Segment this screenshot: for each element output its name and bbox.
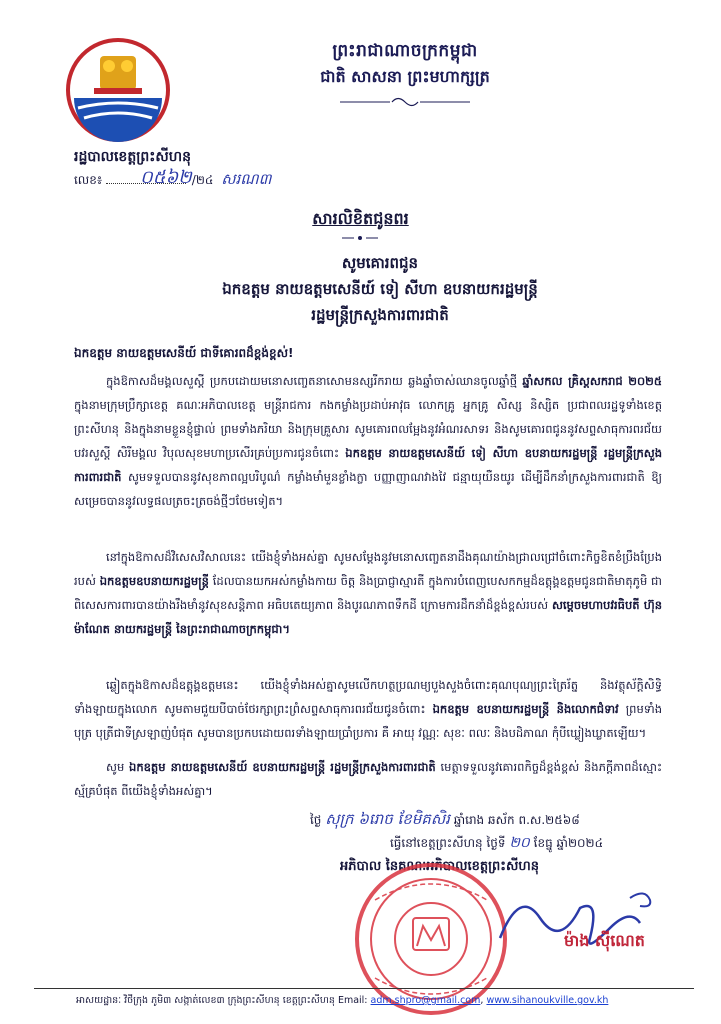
p1-text-a: ក្នុងឱកាសដ៏មង្គលសួស្តី ប្រកបដោយមនោសញ្ចេតនាសោមនស្សរីករាយ ឆ្លងឆ្នាំចាស់ឈានចូលឆ្នាំថ្មី (106, 374, 518, 388)
number-suffix-handwritten: សរណ៣ (221, 170, 272, 188)
recipient-position: រដ្ឋមន្ត្រីក្រសួងការពារជាតិ (311, 306, 449, 324)
paragraph-1 (74, 369, 662, 513)
signatory-title: អភិបាល នៃគណៈអភិបាលខេត្តព្រះសីហនុ (340, 859, 539, 874)
p1-year: ឆ្នាំសកល គ្រិស្តសករាជ ២០២៥ (522, 374, 662, 388)
solar-month: ខែធ្នូ ឆ្នាំ២០២៤ (533, 836, 604, 850)
solar-day-handwritten: ២០ (509, 835, 530, 851)
p1-recipient: ឯកឧត្តម នាយឧត្តមសេនីយ៍ ទៀ សីហា ឧបនាយករដ្ឋមន្ត្រី រដ្ឋមន្ត្រីក្រសួងការពារជាតិ (74, 446, 663, 484)
p2-recipient: ឯកឧត្តមឧបនាយករដ្ឋមន្ត្រី (99, 574, 209, 588)
signatory-name: ម៉ាង ស៊ីណេត (564, 931, 645, 950)
title-ornament (340, 233, 380, 243)
p4-text-a: សូម (106, 760, 125, 774)
p3-recipient: ឯកឧត្តម ឧបនាយករដ្ឋមន្ត្រី និងលោកជំទាវ (432, 702, 619, 716)
document-title: សារលិខិតជូនពរ (312, 209, 409, 228)
kingdom-heading: ព្រះរាជាណាចក្រកម្ពុជា (332, 41, 478, 61)
sender-administration: រដ្ឋបាលខេត្តព្រះសីហនុ (74, 149, 191, 165)
number-handwritten: ០៥៦២ (139, 167, 192, 188)
p4-recipient: ឯកឧត្តម នាយឧត្តមសេនីយ៍ ឧបនាយករដ្ឋមន្ត្រី រដ្ឋមន្ត្រីក្រសួងការពារជាតិ (129, 760, 436, 774)
p3-text-c: ព្រមទាំងបុត្រ បុត្រីជាទីស្រឡាញ់បំផុត សូមបានប្រកបដោយពរទាំងឡាយប្រាំប្រការ គឺ អាយុ វណ្ណៈ សុខៈ ពលៈ និងបដិភាណ កុំបីឃ្លៀងឃ្លាតឡើយ។ (74, 702, 663, 740)
p3-text-a: ឆ្លៀតក្នុងឱកាសដ៏ឧត្តុង្គឧត្តមនេះ យើងខ្ញុំទាំងអស់គ្នាសូមលើកហត្ថប្រណម្យបួងសួងចំពោះគុណបុណ្យព្រះត្រៃរ័ត្ន និងវត្ថុស័ក្តិសិទ្ធិទាំងឡាយក្នុងលោក សូមតាមជួយបីបាច់ថែរក្សាព្រះព្រំសព្ទសាធុការពរជ័យជូនចំពោះ (74, 678, 662, 716)
footer-address: អាសយដ្ឋានៈ វិថីក្រុង ភូមិ៣ សង្កាត់លេខ៣ ក្រុងព្រះសីហនុ ខេត្តព្រះសីហនុ Email: (76, 995, 368, 1006)
footer-email-link[interactable]: adm.shpro@gmail.com (370, 995, 481, 1006)
number-label: លេខ៖ (74, 173, 103, 187)
document-number (74, 167, 272, 192)
paragraph-3 (74, 673, 662, 745)
footer-divider (34, 988, 694, 989)
p2-text-c: ដែលបានយកអស់កម្លាំងកាយ ចិត្ត និងប្រាជ្ញាស្មារតី ក្នុងការបំពេញបេសកកម្មដ៏ឧត្តុង្គឧត្តមជូនជាតិមាតុភូមិ ជាពិសេសការពារបានយ៉ាងរឹងមាំនូវសុខសន្តិភាព អធិបតេយ្យភាព និងបូរណភាពទឹកដី ក្រោមការដឹកនាំដ៏ខ្ពង់ខ្ពស់របស់ (74, 574, 662, 612)
lunar-handwritten: សុក្រ ៦រោច ខែមិគសិរ (325, 810, 450, 828)
p2-prime-minister: សម្តេចមហាបវរធិបតី ហ៊ុន ម៉ាណែត នាយករដ្ឋមន្ត្រី នៃព្រះរាជាណាចក្រកម្ពុជា។ (74, 598, 663, 636)
recipient-greeting: សូមគោរពជូន (341, 254, 419, 272)
footer-separator: , (480, 995, 484, 1006)
recipient-name: ឯកឧត្តម នាយឧត្តមសេនីយ៍ ទៀ សីហា ឧបនាយករដ្ឋមន្ត្រី (222, 280, 538, 298)
lunar-prefix: ថ្ងៃ (310, 813, 322, 827)
paragraph-2 (74, 545, 662, 641)
provincial-seal-logo (64, 36, 172, 144)
national-motto: ជាតិ សាសនា ព្រះមហាក្សត្រ (320, 67, 490, 86)
p1-text-e: សូមទទួលបាននូវសុខភាពល្អបរិបូណ៌ កម្លាំងមាំមួនខ្លាំងក្លា បញ្ញាញាណវាងវៃ ជន្មាយុយឺនយូរ ដើម្បីដឹកនាំក្រសួងការពារជាតិ ឱ្យសម្រេចបាននូវលទ្ធផលត្រចះត្រចង់ថ្មីៗថែមទៀត។ (74, 470, 662, 508)
lunar-date (310, 810, 670, 832)
number-suffix: /២៤ (191, 173, 214, 187)
solar-prefix: ធ្វើនៅខេត្តព្រះសីហនុ ថ្ងៃទី (390, 836, 506, 850)
salutation: ឯកឧត្តម នាយឧត្តមសេនីយ៍ ជាទីគោរពដ៏ខ្ពង់ខ្ពស់! (74, 346, 294, 360)
footer (76, 994, 696, 1008)
p1-text-c: ក្នុងនាមក្រុមប្រឹក្សាខេត្ត គណៈអភិបាលខេត្ត មន្ត្រីរាជការ កងកម្លាំងប្រដាប់អាវុធ លោកគ្រូ អ្នកគ្រូ សិស្ស និស្សិត ប្រជាពលរដ្ឋទូទាំងខេត្តព្រះសីហនុ និងក្នុងនាមខ្លួនខ្ញុំផ្ទាល់ ព្រមទាំងភរិយា និងក្រុមគ្រួសារ សូមគោរពលម្អែងនូវអំណរសាទរ និងសូមគោរពជូននូវសព្ទសាធុការពរជ័យ បវរសួស្តី សិរីមង្គល វិបុលសុខមហាប្រសើរគ្រប់ប្រការជូនចំពោះ (74, 398, 662, 460)
lunar-suffix: ឆ្នាំរោង ឆស័ក ព.ស.២៥៦៨ (453, 813, 580, 827)
paragraph-4 (74, 755, 662, 803)
p2-text-a: នៅក្នុងឱកាសដ៏វិសេសវិសាលនេះ យើងខ្ញុំទាំងអស់គ្នា សូមសម្តែងនូវមនោសញ្ចេតនាដឹងគុណយ៉ាងជ្រាលជ្រៅចំពោះកិច្ចខិតខំប្រឹងប្រែងរបស់ (74, 550, 662, 588)
solar-date (390, 833, 670, 854)
ornament-divider (340, 95, 470, 109)
p4-text-c: មេត្តាទទួលនូវគោរពកិច្ចដ៏ខ្ពង់ខ្ពស់ និងភក្តីភាពដ៏ស្មោះស្ម័គ្របំផុត ពីយើងខ្ញុំទាំងអស់គ្នា។ (74, 760, 663, 798)
footer-website-link[interactable]: www.sihanoukville.gov.kh (486, 995, 609, 1006)
